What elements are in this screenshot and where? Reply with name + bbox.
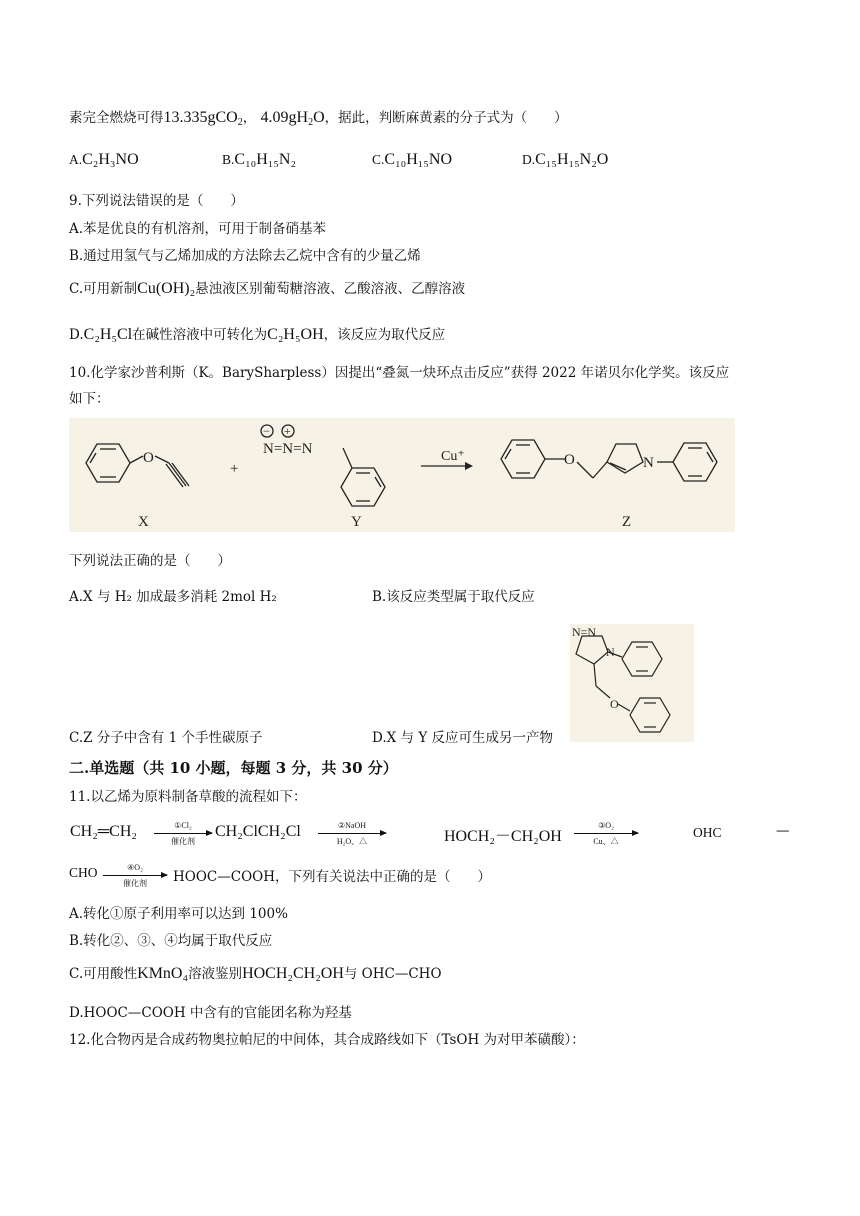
q11-arrow-3 xyxy=(574,833,638,834)
label-z: Z xyxy=(622,514,632,530)
section-heading: 二.单选题（共 10 小题，每题 3 分，共 30 分） xyxy=(69,759,398,777)
svg-text:N: N xyxy=(606,645,615,659)
q11-option-d: D.HOOC—COOH 中含有的官能团名称为羟基 xyxy=(69,1005,352,1021)
q10-stem-line2: 如下： xyxy=(69,391,110,407)
svg-text:O: O xyxy=(610,697,619,711)
q11-option-a: A.转化①原子利用率可以达到 100% xyxy=(69,906,288,922)
x-benzene-ring xyxy=(86,444,130,482)
q11-dash: — xyxy=(776,823,790,839)
charge-minus: − xyxy=(263,424,270,438)
z-triazole-n: N xyxy=(643,455,654,471)
x-oxygen: O xyxy=(143,450,154,466)
q8-line-b: ，据此，判断麻黄素的分子式为（ ） xyxy=(324,110,568,126)
q11-ethene: CH₂═CH₂ xyxy=(70,823,137,840)
q9-option-d: D.C₂H₅Cl在碱性溶液中可转化为C₂H₅OH，该反应为取代反应 xyxy=(69,326,446,343)
q10-option-d-structure xyxy=(570,624,694,742)
q8-mass-co2: 13.335gCO$_2$ xyxy=(163,109,243,128)
q8-option-c: C.C₁₀H₁₅NO xyxy=(372,151,453,168)
z-triazole-ring xyxy=(607,444,643,473)
q11-glyoxal-a: OHC xyxy=(693,825,722,840)
q10-option-d: D.X 与 Y 反应可生成另一产物 xyxy=(372,730,554,746)
y-benzene-ring xyxy=(341,468,385,506)
q8-text-line: 素完全燃烧可得13.335gCO$_2$， $4.09gH_2O$，据此，判断麻黄素的分子式为（ ） xyxy=(69,109,568,128)
q11-glyoxal-b: CHO xyxy=(69,865,98,880)
q10-stem-line1: 10.化学家沙普利斯（K。BarySharpless）因提出“叠氮一炔环点击反应”获得 2022 年诺贝尔化学奖。该反应 xyxy=(69,365,730,381)
q11-step4-bottom: 催化剂 xyxy=(123,879,147,888)
q11-arrow-4 xyxy=(103,875,167,876)
label-y: Y xyxy=(351,514,362,530)
q11-stem: 11.以乙烯为原料制备草酸的流程如下： xyxy=(69,789,307,805)
q11-oxalic-acid: HOOC—COOH，下列有关说法中正确的是（ ） xyxy=(173,869,491,885)
q12-stem: 12.化合物丙是合成药物奥拉帕尼的中间体，其合成路线如下（TsOH 为对甲苯磺酸）： xyxy=(69,1032,585,1048)
catalyst-label: Cu⁺ xyxy=(441,449,465,464)
q11-step2-top: ②NaOH xyxy=(337,821,367,830)
q10-reaction-scheme xyxy=(69,418,735,532)
q8-mass-h2o: $4.09gH_2O$ xyxy=(260,109,325,128)
z-oxygen: O xyxy=(564,452,575,468)
q11-step1-bottom: 催化剂 xyxy=(171,837,195,846)
q11-step3-top: ③O₂ xyxy=(598,821,614,830)
q8-option-b: B.C₁₀H₁₅N₂ xyxy=(222,151,297,168)
q10-option-c: C.Z 分子中含有 1 个手性碳原子 xyxy=(69,730,263,746)
q11-ethylene-glycol: HOCH₂－CH₂OH xyxy=(444,828,562,845)
q11-step3-bottom: Cu、△ xyxy=(593,837,619,846)
q11-step2-bottom: H₂O、△ xyxy=(336,837,368,846)
q9-option-c: C.可用新制Cu(OH)₂悬浊液区别葡萄糖溶液、乙酸溶液、乙醇溶液 xyxy=(69,280,466,297)
label-x: X xyxy=(138,514,149,530)
q11-arrow-2 xyxy=(318,833,386,834)
z-benzene-ring-left xyxy=(501,440,545,478)
q8-line-a: 素完全燃烧可得 xyxy=(69,110,164,126)
q10-option-b: B.该反应类型属于取代反应 xyxy=(372,589,535,605)
plus-sign: + xyxy=(230,461,239,477)
q8-option-d: D.C₁₅H₁₅N₂O xyxy=(522,151,609,168)
svg-text:N=N: N=N xyxy=(572,625,597,639)
azide-group: N=N=N xyxy=(263,441,313,457)
q11-step4-top: ④O₂ xyxy=(127,863,143,872)
q11-option-b: B.转化②、③、④均属于取代反应 xyxy=(69,933,273,949)
reaction-scheme-svg xyxy=(69,418,735,532)
charge-plus: + xyxy=(284,424,291,438)
q9-stem: 9.下列说法错误的是（ ） xyxy=(69,193,244,209)
q11-step1-top: ①Cl₂ xyxy=(174,821,192,830)
q8-option-a: A.C₂H₃NO xyxy=(69,151,139,168)
q11-dichloroethane: CH₂ClCH₂Cl xyxy=(215,823,301,840)
q10-ask: 下列说法正确的是（ ） xyxy=(69,553,231,569)
q11-arrow-1 xyxy=(154,833,212,834)
q9-cu-oh2: Cu(OH)₂ xyxy=(137,280,196,297)
q9-option-b: B.通过用氢气与乙烯加成的方法除去乙烷中含有的少量乙烯 xyxy=(69,248,421,264)
q9-option-a: A.苯是优良的有机溶剂，可用于制备硝基苯 xyxy=(69,221,327,237)
q10-option-a: A.X 与 H₂ 加成最多消耗 2mol H₂ xyxy=(69,589,277,605)
q11-option-c: C.可用酸性KMnO₄溶液鉴别HOCH₂CH₂OH与 OHC—CHO xyxy=(69,965,442,982)
z-benzene-ring-right xyxy=(673,443,717,481)
